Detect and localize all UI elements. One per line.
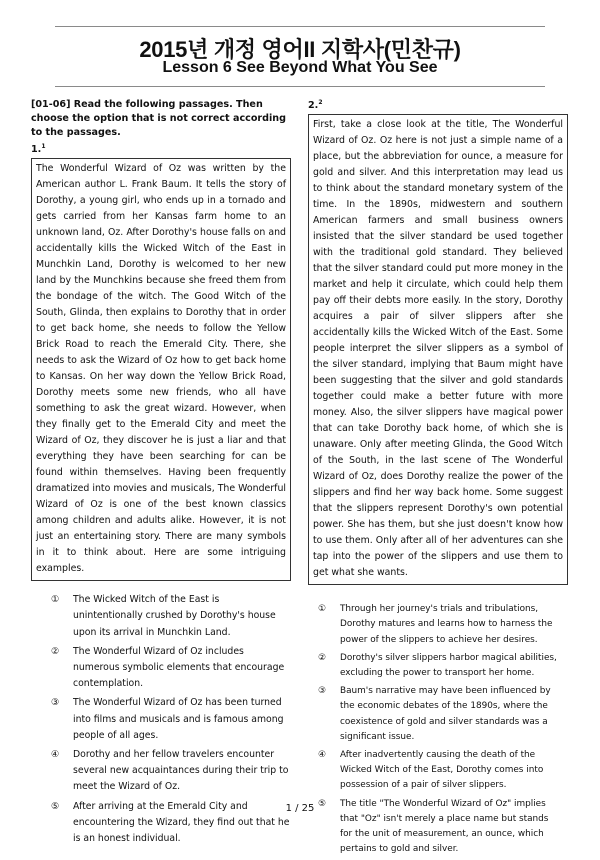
right-column <box>308 96 568 860</box>
answer-option[interactable] <box>318 651 563 681</box>
option-text: The Wicked Witch of the East is unintentionally crushed by Dorothy's house upon its arrival in Munchkin Land. <box>73 594 276 638</box>
answer-option[interactable] <box>318 684 563 745</box>
answer-option[interactable] <box>51 747 291 796</box>
document-title: 2015년 개정 영어II 지학사(민찬규) <box>139 37 461 62</box>
option-text: Through her journey's trials and tribulations, Dorothy matures and learns how to harness the power of the slippers to achieve her desires. <box>340 604 553 645</box>
answer-option[interactable] <box>51 644 291 693</box>
option-number: ③ <box>51 697 60 709</box>
instructions: [01-06] Read the following passages. Then choose the option that is not correct according to the passages. <box>31 99 286 138</box>
page-number: 1 / 25 <box>285 803 315 814</box>
question-2-options <box>308 602 563 857</box>
question-mark: 1 <box>41 143 46 150</box>
lesson-subtitle: Lesson 6 See Beyond What You See <box>162 59 438 76</box>
answer-option[interactable] <box>318 602 563 648</box>
question-1-number <box>31 140 291 157</box>
option-text: After inadvertently causing the death of the Wicked Witch of the East, Dorothy comes into possession of a pair of silver slippers. <box>340 750 544 791</box>
option-number: ② <box>51 645 60 657</box>
top-rule <box>55 26 545 27</box>
option-number: ① <box>51 594 60 606</box>
option-text: After arriving at the Emerald City and encountering the Wizard, they find out that he is an honest individual. <box>73 800 290 845</box>
answer-option[interactable] <box>51 592 291 641</box>
option-number: ④ <box>51 749 60 761</box>
option-text: Dorothy and her fellow travelers encounter several new acquaintances during their trip to meet the Wizard of Oz. <box>73 749 289 793</box>
question-number: 1. <box>31 144 42 156</box>
option-number: ③ <box>318 686 326 697</box>
question-mark: 2 <box>318 99 323 106</box>
option-text: The title "The Wonderful Wizard of Oz" implies that "Oz" isn't merely a place name but stands for the unit of measurement, an ounce, which pertains to gold and silver. <box>340 798 549 855</box>
header-rule <box>55 86 545 87</box>
option-number: ① <box>318 604 326 615</box>
option-number: ⑤ <box>51 800 60 812</box>
question-1-passage: The Wonderful Wizard of Oz was written by the American author L. Frank Baum. It tells the story of Dorothy, a young girl, who ends up in a tornado and gets carried from her Kansas farm home to an unknown land, Oz. After Dorothy's house falls on and accidentally kills the Wicked Witch of the East in Munchkin Land, Dorothy is welcomed to her new land by the Munchkins because she freed them from the bondage of the witch. The Good Witch of the South, Glinda, then explains to Dorothy that in order to get back home, she needs to follow the Yellow Brick Road to reach the Emerald City. There, she needs to ask the Wizard of Oz how to get back home to Kansas. On her way down the Yellow Brick Road, Dorothy meets some new friends, who all have something to ask the great wizard. However, when they finally get to the Emerald City and meet the Wizard of Oz, they discover he is just a liar and that everything they have been searching for can be found within themselves. Having been frequently dramatized into movies and musicals, The Wonderful Wizard of Oz is one of the best known classics among children and adults alike. However, it is not just an entertaining story. There are many symbols in it to think about. Here are some intriguing examples. <box>31 158 291 581</box>
option-text: Baum's narrative may have been influenced by the economic debates of the 1890s, where the coexistence of gold and silver standards was a significant issue. <box>340 686 551 742</box>
option-text: The Wonderful Wizard of Oz includes numerous symbolic elements that encourage contemplation. <box>73 645 285 690</box>
question-2-passage: First, take a close look at the title, The Wonderful Wizard of Oz. Oz here is not just a simple name of a place, but the abbreviation for ounce, a measure for gold and silver. And this interpretation may lead us to think about the standard monetary system of the time. In the 1890s, midwestern and southern American farmers and small business owners insisted that the silver standard be used together with the traditional gold standard. They believed that the silver standard could put more money in the market and help it circulate, which could help them pay off their debts more easily. In the story, Dorothy acquires a pair of silver slippers after she accidentally kills the Wicked Witch of the East. Some people interpret the silver slippers as a symbol of the silver standard, implying that Baum might have been suggesting that the silver and gold standards together could make a better future with more money. Also, the silver slippers have magical power that can take Dorothy back home, of which she is unaware. Only after meeting Glinda, the Good Witch of the South, in the last scene of The Wonderful Wizard of Oz, does Dorothy realize the power of the slippers and find her way back home. Some suggest that the slippers represent Dorothy's own potential power. She has them, but she just doesn't know how to use them. Only after all of her adventures can she tap into the power of the slippers and use them to get what she wants. <box>308 114 568 585</box>
answer-option[interactable] <box>318 748 563 794</box>
question-2-number <box>308 96 568 113</box>
question-number: 2. <box>308 100 319 112</box>
option-number: ⑤ <box>318 798 326 809</box>
option-text: The Wonderful Wizard of Oz has been turned into films and musicals and is famous among people of all ages. <box>73 697 284 741</box>
left-column <box>31 96 291 850</box>
answer-option[interactable] <box>51 695 291 744</box>
option-number: ④ <box>318 750 326 761</box>
option-number: ② <box>318 652 326 663</box>
option-text: Dorothy's silver slippers harbor magical abilities, excluding the power to transport her home. <box>340 652 557 678</box>
